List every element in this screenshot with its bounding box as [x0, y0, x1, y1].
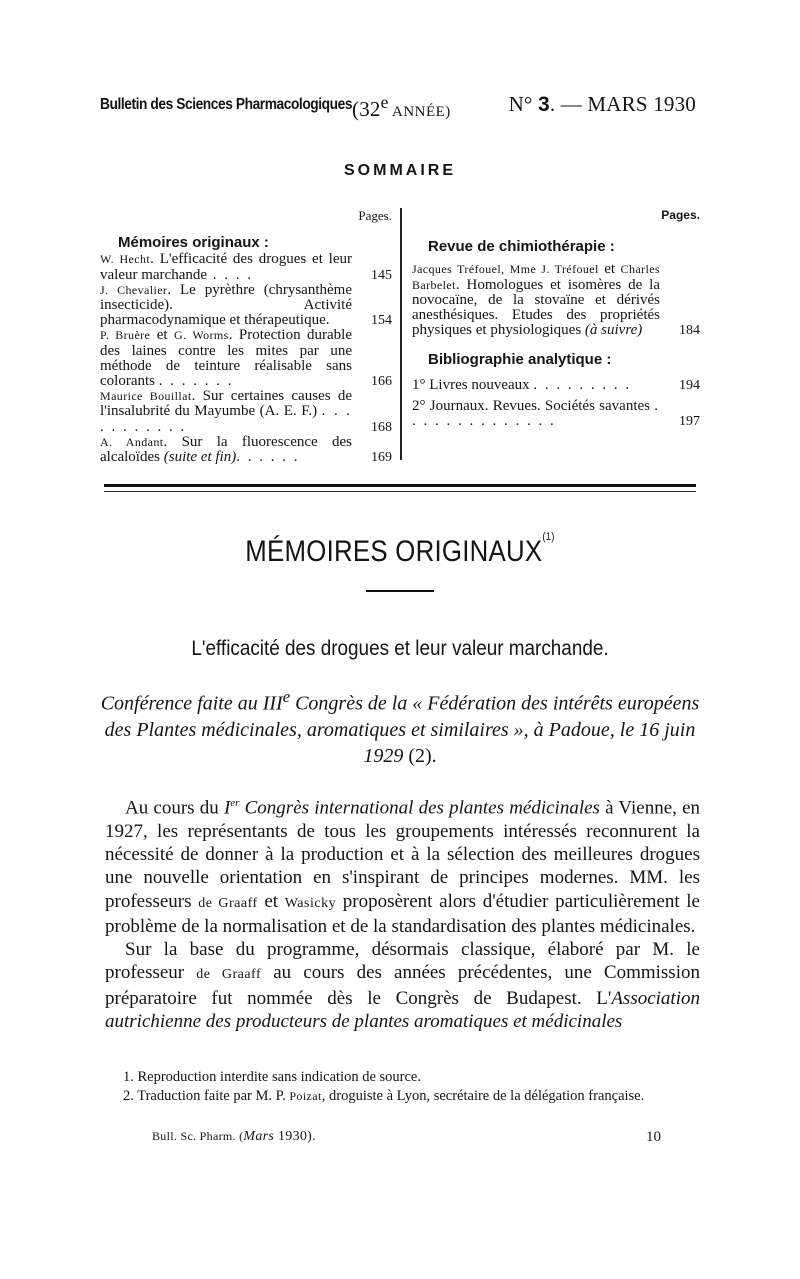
entry-page: 168: [371, 419, 392, 435]
pages-label-left: Pages.: [358, 208, 392, 223]
entry-page: 154: [371, 313, 392, 329]
footer-c: 1930).: [274, 1129, 316, 1144]
issue-date: . — MARS 1930: [549, 92, 696, 116]
pages-label-right: Pages.: [661, 208, 700, 222]
footer-a: Bull. Sc. Pharm. (: [152, 1129, 244, 1143]
year-open: (32: [352, 97, 381, 121]
entry-connector: et: [150, 327, 175, 344]
contents-right-column: [412, 208, 700, 429]
fn2-a: 2. Traduction faite par M. P.: [123, 1088, 290, 1104]
title-underline: [366, 590, 434, 592]
section-title-text: MÉMOIRES ORIGINAUX: [245, 535, 543, 568]
p2-c: au cours des années précédentes, une Commission préparatoire fut nommée dès le Congrès de Budapest. L': [105, 962, 700, 1009]
entry-connector: et: [598, 261, 621, 278]
p1-ier-sup: er: [230, 797, 240, 809]
p2-association: Association autrichienne des producteurs de plantes aromatiques et médicinales: [105, 987, 700, 1032]
entry-author: Jacques Tréfouel, Mme J. Tréfouel: [412, 262, 599, 277]
p2-de-graaff: de Graaff: [196, 967, 262, 983]
entry-italic: (à suivre): [584, 322, 643, 339]
entry-leader: . . . . . .: [236, 449, 300, 466]
footnote-2: [105, 1087, 700, 1106]
double-rule-thick: [104, 484, 696, 487]
entry-author: P. Bruère: [100, 328, 151, 343]
number-value: 3: [537, 93, 550, 116]
p1-e: et: [257, 890, 285, 912]
contents-entry[interactable]: [100, 283, 392, 329]
year-label: ANNÉE): [388, 104, 451, 120]
section-title-note: (1): [542, 531, 555, 543]
volume-year: [352, 92, 451, 122]
fn2-c: , droguiste à Lyon, secrétaire de la délégation française.: [321, 1088, 645, 1104]
footer-citation: [152, 1129, 316, 1145]
entry-author: W. Hecht: [100, 252, 151, 267]
contents-entry[interactable]: [412, 399, 700, 429]
entry-page: 166: [371, 374, 392, 390]
p1-de-graaff: de Graaff: [198, 895, 258, 911]
entry-leader: . . . . . . .: [158, 373, 234, 390]
p2-a: Sur la base du programme, désormais classique, élaboré par M. le professeur: [105, 939, 700, 984]
footnotes: [105, 1068, 700, 1106]
subtitle-part-2: Congrès de la « Fédération des intérêts européens des Plantes médicinales, aromatiques et similaires », à Padoue, le 16 juin 1929: [104, 692, 700, 767]
section-memoires-heading: Mémoires originaux :: [118, 234, 269, 252]
entry-text: 2° Journaux. Revues. Sociétés savantes: [412, 397, 650, 414]
entry-leader: . . . . . . . . . . . . . .: [412, 397, 661, 430]
article-subtitle: [100, 684, 700, 769]
entry-page: 169: [371, 450, 392, 466]
fn2-poizat: Poizat: [289, 1089, 322, 1103]
entry-text: . Le pyrèthre (chrysanthème insecticide). Activité pharmacodynamique et thérapeutique.: [100, 281, 352, 329]
entry-page: 145: [371, 267, 392, 283]
contents-entry[interactable]: [412, 378, 700, 393]
entry-leader: . . . .: [207, 266, 254, 283]
entry-text: . Sur la fluorescence des alcaloïdes: [100, 433, 352, 466]
p1-g: proposèrent alors d'étudier particulièrement le problème de la normalisation et de la standardisation des plantes médicinales.: [105, 890, 700, 937]
entry-author: Maurice Bouillat: [100, 389, 192, 404]
article-title: L'efficacité des drogues et leur valeur marchande.: [191, 637, 609, 660]
entry-text: . Homologues et isomères de la novocaïne, de la stovaïne et dérivés anesthésiques. Etudes des propriétés physiques et physiologiques: [412, 276, 660, 339]
contents-entry[interactable]: [100, 435, 392, 465]
article-body: [105, 792, 700, 1033]
sommaire-title: SOMMAIRE: [344, 162, 456, 179]
footnote-1: 1. Reproduction interdite sans indication de source.: [123, 1069, 421, 1085]
p1-ier: I: [223, 797, 231, 819]
entry-text: . Protection durable des laines contre les mites par une méthode de teinture réalisable sans colorants: [100, 327, 353, 390]
section-title: [56, 531, 744, 569]
entry-leader: . . . . . . . . .: [533, 376, 632, 393]
issue-number: [509, 92, 696, 117]
paragraph-2: [105, 938, 700, 1033]
subtitle-part-1: Conférence faite au III: [100, 692, 283, 715]
entry-author: J. Chevalier: [100, 282, 168, 297]
entry-leader: . . . . . . . . . . .: [100, 403, 352, 435]
entry-author-2: Charles Barbelet: [412, 262, 661, 292]
entry-text: . L'efficacité des drogues et leur valeur marchande: [100, 251, 353, 283]
footer-month: Mars: [243, 1129, 275, 1144]
contents-entry[interactable]: [100, 389, 392, 435]
paragraph-1: [105, 792, 700, 938]
section-chimiotherapie-heading: Revue de chimiothérapie :: [428, 238, 615, 256]
contents-entry[interactable]: [100, 328, 392, 389]
section-bibliographie-heading: Bibliographie analytique :: [428, 351, 612, 369]
p1-a: Au cours du: [125, 797, 224, 819]
entry-text: 1° Livres nouveaux: [412, 376, 530, 393]
journal-name: Bulletin des Sciences Pharmacologiques.: [100, 96, 356, 113]
contents-entry[interactable]: [100, 252, 392, 282]
entry-author: A. Andant: [100, 434, 164, 449]
page-number: 10: [646, 1129, 661, 1145]
entry-page: 194: [679, 377, 700, 393]
subtitle-note: (2).: [403, 744, 437, 767]
entry-author-2: G. Worms: [174, 328, 229, 343]
entry-text: . Sur certaines causes de l'insalubrité du Mayumbe (A. E. F.): [100, 388, 353, 420]
contents-entry[interactable]: [412, 262, 700, 338]
column-divider: [400, 208, 402, 460]
entry-italic: (suite et fin): [163, 449, 237, 466]
contents-left-column: [100, 208, 392, 465]
p1-congress: Congrès international des plantes médicinales: [239, 797, 600, 819]
subtitle-sup: e: [282, 687, 291, 706]
double-rule-thin: [104, 491, 696, 492]
year-sup: e: [380, 92, 389, 112]
entry-page: 184: [679, 323, 700, 339]
entry-page: 197: [679, 414, 700, 430]
number-prefix: N°: [508, 92, 538, 116]
p1-wasicky: Wasicky: [284, 895, 337, 911]
p1-c: à Vienne, en 1927, les représentants de tous les groupements intéressés reconnurent la nécessité de donner à la production et à la sélection des meilleures drogues une nouvelle orientation en s'inspirant de principes modernes. MM. les professeurs: [105, 797, 701, 912]
